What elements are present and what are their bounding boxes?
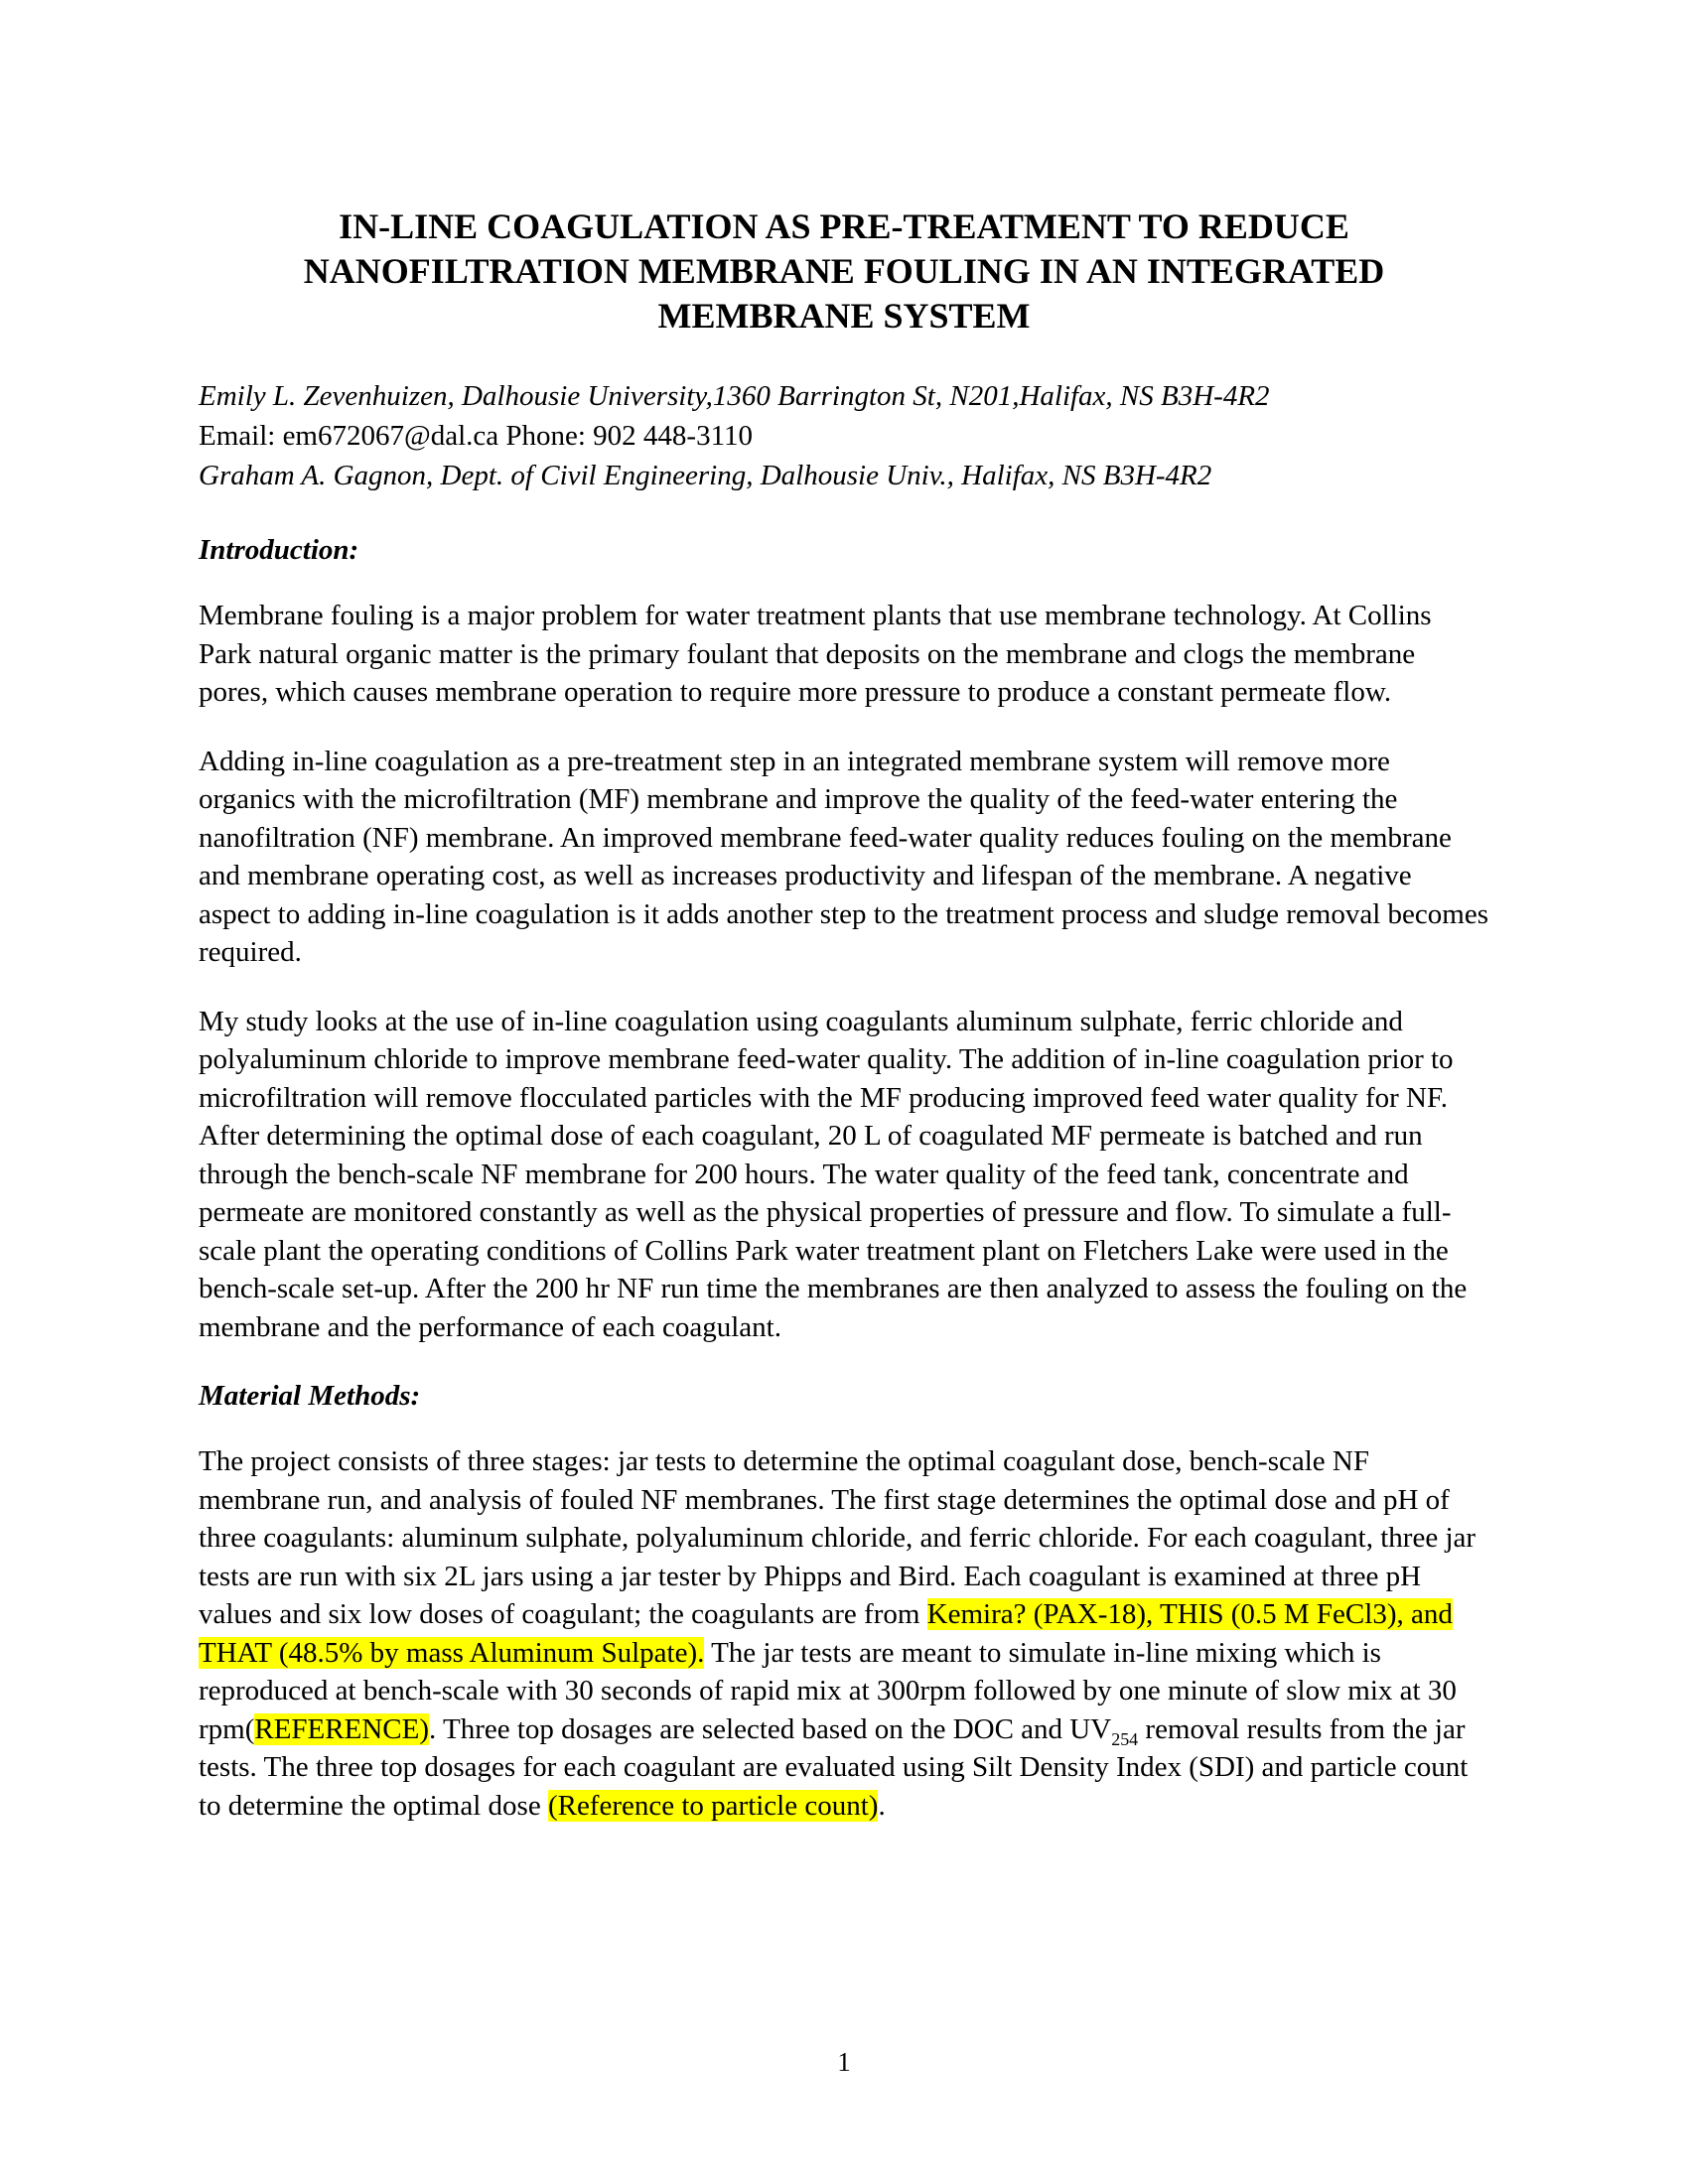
material-methods-paragraph-1 [199, 1442, 1489, 1825]
section-heading-introduction: Introduction: [199, 534, 359, 566]
paper-title-line-1: IN-LINE COAGULATION AS PRE-TREATMENT TO REDUCE [339, 206, 1349, 246]
author-contact-line: Email: em672067@dal.ca Phone: 902 448-3110 [199, 420, 754, 452]
page-number: 1 [837, 2047, 851, 2077]
paper-title-line-3: MEMBRANE SYSTEM [657, 296, 1031, 336]
plain-text-segment: The jar tests are meant to simulate in-line mixing which is reproduced at bench-scale with 30 seconds of rapid mix at 300rpm followed by one minute of slow mix at 30 rpm( [199, 1636, 1457, 1745]
paper-title-line-2: NANOFILTRATION MEMBRANE FOULING IN AN INTEGRATED [303, 251, 1385, 291]
authors-block [199, 376, 1489, 495]
introduction-paragraph-3: My study looks at the use of in-line coagulation using coagulants aluminum sulphate, ferric chloride and polyaluminum chloride to improve membrane feed-water quality. The addition of in-line coagulation prior to microfiltration will remove flocculated particles with the MF producing improved feed water quality for NF. After determining the optimal dose of each coagulant, 20 L of coagulated MF permeate is batched and run through the bench-scale NF membrane for 200 hours. The water quality of the feed tank, concentrate and permeate are monitored constantly as well as the physical properties of pressure and flow. To simulate a full-scale plant the operating conditions of Collins Park water treatment plant on Fletchers Lake were used in the bench-scale set-up. After the 200 hr NF run time the membranes are then analyzed to assess the fouling on the membrane and the performance of each coagulant. [199, 1005, 1468, 1343]
document-page [199, 205, 1489, 1855]
plain-text-segment: . Three top dosages are selected based on the DOC and UV [429, 1712, 1112, 1745]
plain-text-segment: removal results from the jar tests. The three top dosages for each coagulant are evaluated using Silt Density Index (SDI) and particle count to determine the optimal dose [199, 1712, 1469, 1822]
section-heading-material-methods: Material Methods: [199, 1380, 421, 1412]
uv254-subscript: 254 [1111, 1728, 1139, 1749]
introduction-paragraph-1: Membrane fouling is a major problem for water treatment plants that use membrane technology. At Collins Park natural organic matter is the primary foulant that deposits on the membrane and clogs the membrane pores, which causes membrane operation to require more pressure to produce a constant permeate flow. [199, 600, 1432, 708]
highlighted-text-coagulant-sources: Kemira? (PAX-18), THIS (0.5 M FeCl3), and THAT (48.5% by mass Aluminum Sulpate). [199, 1598, 1453, 1669]
introduction-paragraph-2: Adding in-line coagulation as a pre-treatment step in an integrated membrane system will remove more organics with the microfiltration (MF) membrane and improve the quality of the feed-water entering the nanofiltration (NF) membrane. An improved membrane feed-water quality reduces fouling on the membrane and membrane operating cost, as well as increases productivity and lifespan of the membrane. A negative aspect to adding in-line coagulation is it adds another step to the treatment process and sludge removal becomes required. [199, 745, 1488, 968]
plain-text-segment: The project consists of three stages: jar tests to determine the optimal coagulant dose, bench-scale NF membrane run, and analysis of fouled NF membranes. The first stage determines the optimal dose and pH of three coagulants: aluminum sulphate, polyaluminum chloride, and ferric chloride. For each coagulant, three jar tests are run with six 2L jars using a jar tester by Phipps and Bird. Each coagulant is examined at three pH values and six low doses of coagulant; the coagulants are from [199, 1445, 1477, 1630]
highlighted-text-particle-count-reference: (Reference to particle count) [547, 1789, 879, 1822]
author-line-affiliation-1: Emily L. Zevenhuizen, Dalhousie University,1360 Barrington St, N201,Halifax, NS B3H-4R2 [199, 380, 1270, 412]
plain-text-segment: . [878, 1789, 886, 1822]
paper-title [199, 205, 1489, 339]
author-line-affiliation-2: Graham A. Gagnon, Dept. of Civil Engineering, Dalhousie Univ., Halifax, NS B3H-4R2 [199, 460, 1212, 491]
highlighted-text-reference-placeholder: REFERENCE) [254, 1712, 429, 1745]
